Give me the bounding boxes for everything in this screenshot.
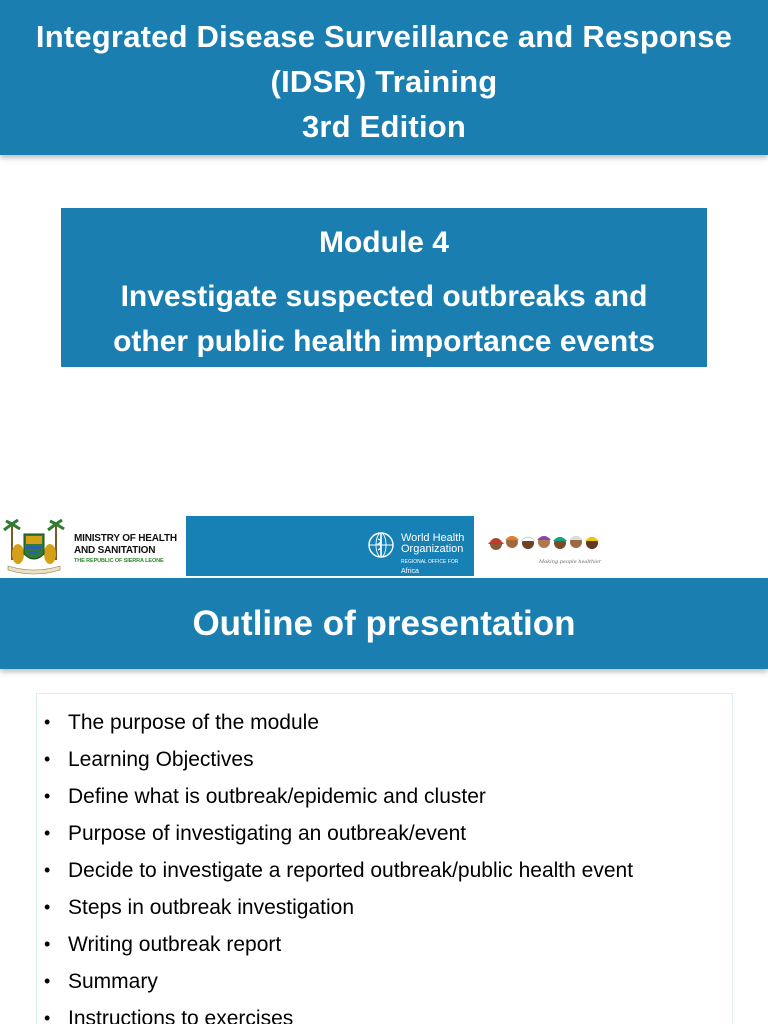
outline-item [37,889,732,926]
people-logo [474,516,624,576]
outline-item-text: Summary [68,970,158,993]
outline-item [37,1000,732,1024]
title-line-2: (IDSR) Training [270,64,498,99]
bullet-icon: • [44,823,51,843]
outline-item-text: Learning Objectives [68,748,254,771]
bullet-icon: • [44,860,51,880]
title-line-3: 3rd Edition [301,109,467,144]
outline-item [37,741,732,778]
title-banner [0,0,768,155]
outline-item-text: Purpose of investigating an outbreak/event [68,822,467,845]
outline-item [37,815,732,852]
outline-item-text: Writing outbreak report [68,933,282,956]
outline-slide [0,578,768,1024]
bullet-icon: • [44,897,51,917]
who-emblem-icon [366,530,396,560]
moh-line-2: AND SANITATION [74,545,156,556]
outline-item [37,704,732,741]
coat-of-arms-icon [2,516,66,576]
who-region-name: Africa [401,568,419,575]
outline-item [37,926,732,963]
module-subtitle-line-1: Investigate suspected outbreaks and [120,280,648,313]
bullet-icon: • [44,934,51,954]
module-title: Module 4 [318,226,449,259]
who-region [401,557,474,577]
outline-item-text: Decide to investigate a reported outbreak/public health event [68,859,634,882]
moh-logo [0,516,186,576]
moh-text [74,533,186,565]
who-logo [186,516,474,576]
who-name-line-1: World Health [401,532,465,544]
title-line-1: Integrated Disease Surveillance and Response [35,19,733,54]
bullet-icon: • [44,712,51,732]
outline-list [37,704,732,1024]
outline-item-text: The purpose of the module [68,711,319,734]
module-box [61,208,707,367]
who-text [401,533,474,577]
people-caption: Making people healthier [539,559,602,565]
bullet-icon: • [44,971,51,991]
module-subtitle-line-2: other public health importance events [113,325,655,358]
moh-line-3: THE REPUBLIC OF SIERRA LEONE [74,558,164,564]
outline-item [37,778,732,815]
bullet-icon: • [44,786,51,806]
bullet-icon: • [44,1008,51,1024]
outline-content-box [36,693,733,1024]
who-name-line-2: Organization [401,543,464,555]
bullet-icon: • [44,749,51,769]
outline-item-text: Define what is outbreak/epidemic and cluster [68,785,486,808]
people-faces-icon [474,516,624,576]
moh-line-1: MINISTRY OF HEALTH [74,533,177,544]
who-region-prefix: REGIONAL OFFICE FOR [401,559,459,565]
outline-item-text: Instructions to exercises [68,1007,294,1024]
logo-strip [0,514,768,578]
outline-item-text: Steps in outbreak investigation [68,896,355,919]
outline-item [37,852,732,889]
outline-title: Outline of presentation [0,578,768,669]
outline-item [37,963,732,1000]
